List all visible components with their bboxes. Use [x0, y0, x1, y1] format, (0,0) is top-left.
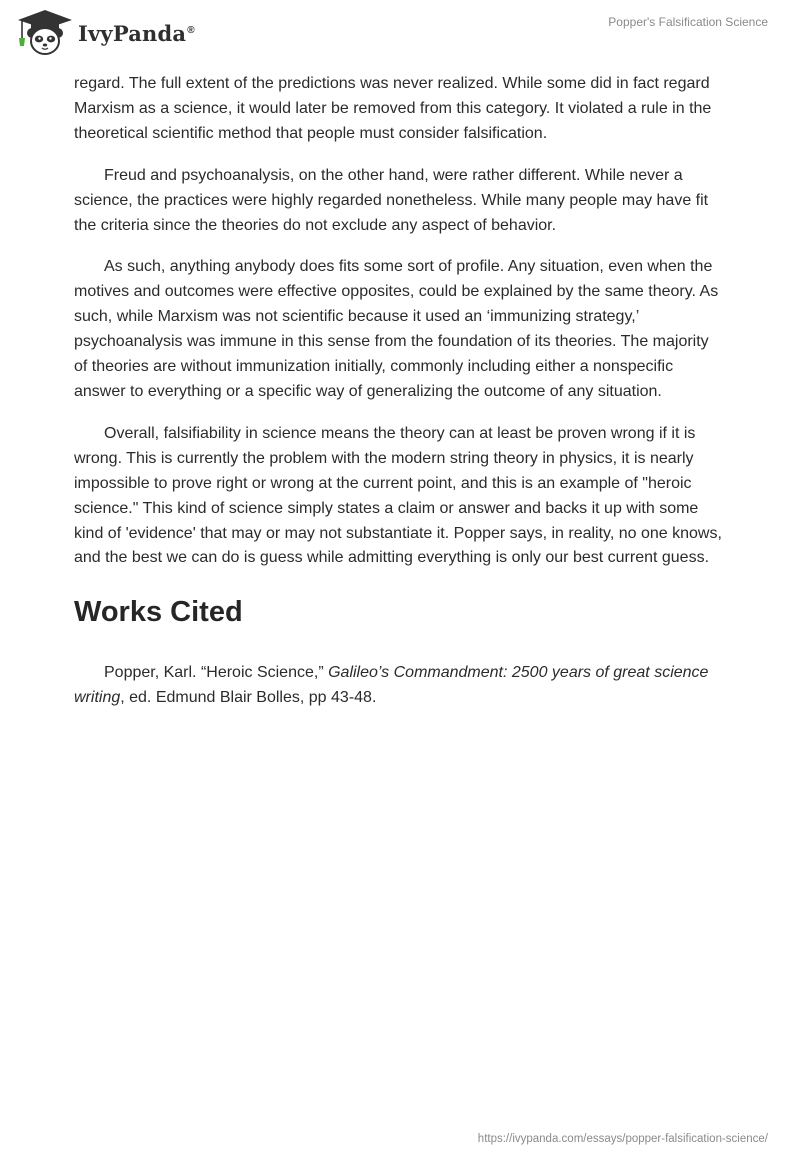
panda-graduation-cap-icon	[14, 8, 76, 58]
ivypanda-logo[interactable]	[14, 8, 195, 58]
citation-entry	[74, 661, 724, 711]
citation-author: Popper, Karl. “Heroic Science,”	[104, 664, 329, 682]
paragraph-freud: Freud and psychoanalysis, on the other hand, were rather different. While never a science, the practices were highly regarded nonetheless. While many people may have fit the criteria since the theories do not exclude any aspect of behavior.	[74, 166, 709, 234]
essay-body	[74, 72, 724, 711]
paragraph-falsifiability: Overall, falsifiability in science means the theory can at least be proven wrong if it is wrong. This is currently the problem with the modern string theory in physics, it is nearly impossible to prove right or wrong at the current point, and this is an example of "heroic science." This kind of science simply states a claim or answer and backs it up with some kind of 'evidence' that may or may not substantiate it. Popper says, in reality, no one knows, and the best we can do is guess while admitting everything is only our best current guess.	[74, 424, 722, 567]
registered-mark: ®	[187, 24, 195, 36]
brand-name: IvyPanda®	[78, 20, 195, 46]
paragraph-profile: As such, anything anybody does fits some sort of profile. Any situation, even when the motives and outcomes were effective opposites, could be explained by the same theory. As such, while Marxism was not scientific because it used an ‘immunizing strategy,’ psychoanalysis was immune in this sense from the foundation of its theories. The majority of theories are without immunization initially, commonly including either a nonspecific answer to everything or a specific way of generalizing the outcome of any situation.	[74, 258, 719, 400]
document-title: Popper's Falsification Science	[608, 15, 768, 29]
page-header	[0, 0, 800, 70]
citation-book-title: Galileo’s Commandment: 2500 years of great science writing	[74, 664, 709, 707]
works-cited-heading: Works Cited	[74, 596, 243, 629]
paragraph-continuation: regard. The full extent of the predictions was never realized. While some did in fact regard Marxism as a science, it would later be removed from this category. It violated a rule in the theoretical scientific method that people must consider falsification.	[74, 75, 712, 142]
source-url[interactable]: https://ivypanda.com/essays/popper-falsification-science/	[477, 1133, 768, 1145]
citation-details: , ed. Edmund Blair Bolles, pp 43-48.	[120, 689, 377, 707]
